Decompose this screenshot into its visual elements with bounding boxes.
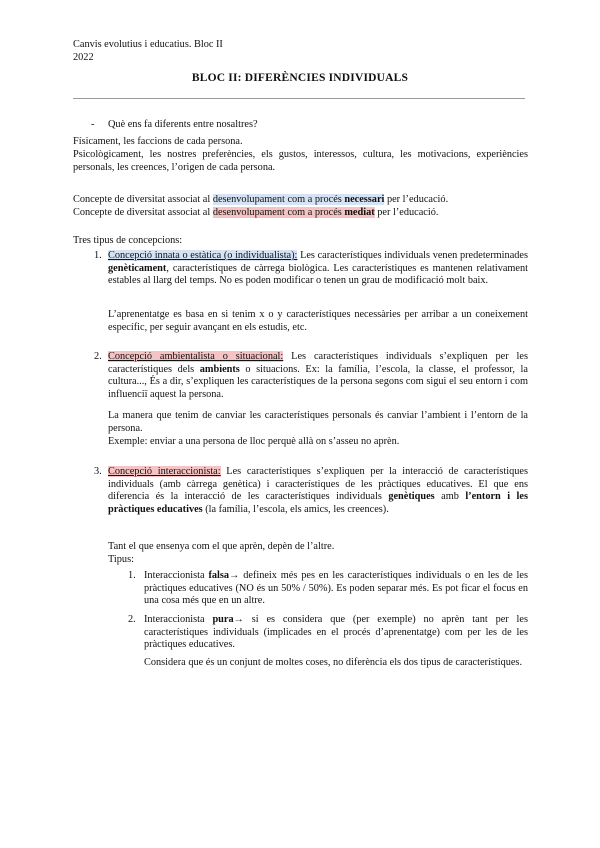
types-intro: Tres tipus de concepcions: xyxy=(73,235,183,246)
header-year: 2022 xyxy=(73,51,94,63)
concept2-label: Concepció ambientalista o situacional: xyxy=(108,351,284,362)
intro-physical: Físicament, les faccions de cada persona. xyxy=(73,136,243,147)
subtype2-paragraph: Interaccionista pura→ si es considera que (per exemple) no aprèn tant per les característiques individuals (implicades en el procés d’aprenentatge) com per les de les pràctiques educatives. xyxy=(144,614,528,651)
concept2-example: Exemple: enviar a una persona de lloc perquè allà on s’asseu no aprèn. xyxy=(108,436,400,447)
question-bullet: - xyxy=(91,119,95,130)
header-course: Canvis evolutius i educatius. Bloc II xyxy=(73,39,223,50)
concept1-number: 1. xyxy=(94,250,102,261)
diversity-mediated: Concepte de diversitat associat al desenvolupament com a procés mediat per l’educació. xyxy=(73,207,439,218)
concept3-label: Concepció interaccionista: xyxy=(108,466,221,477)
concept1-learning: L’aprenentatge es basa en si tenim x o y característiques necessàries per arribar a un coneixement específic, per seguir avançant en els estudis, etc. xyxy=(108,309,528,333)
concept1-paragraph: Concepció innata o estàtica (o individualista): Les característiques individuals venen predeterminades genèticament, característiques de càrrega biològica. Les característiques es mantenen relativament estables al llarg del temps. No es poden modificar o tenen un grau de modificació molt baix. xyxy=(108,250,528,287)
intro-psychological: Psicològicament, les nostres preferències, els gustos, interessos, cultura, les motivacions, experiències personals, les creences, l’origen de cada persona. xyxy=(73,149,528,173)
subtype2-consideration: Considera que és un conjunt de moltes coses, no diferència els dos tipus de característiques. xyxy=(144,657,523,668)
subtype1-paragraph: Interaccionista falsa→ defineix més pes en les característiques individuals o en les de les pràctiques educatives (NO és un 50% / 50%). Es poden separar més. Es pot ficar el focus en una cosa més que en un altre. xyxy=(144,570,528,607)
page-header xyxy=(73,39,223,64)
page-title: BLOC II: DIFERÈNCIES INDIVIDUALS xyxy=(191,72,409,84)
title-divider xyxy=(73,98,525,99)
concept3-mutual: Tant el que ensenya com el que aprèn, depèn de l’altre. xyxy=(108,541,335,552)
concept3-types-label: Tipus: xyxy=(108,554,134,565)
subtype1-number: 1. xyxy=(128,570,136,581)
diversity-necessary: Concepte de diversitat associat al desenvolupament com a procés necessari per l’educació. xyxy=(73,194,449,205)
highlight-mediated: desenvolupament com a procés mediat xyxy=(212,207,375,218)
concept2-number: 2. xyxy=(94,351,102,362)
concept1-label: Concepció innata o estàtica (o individualista): xyxy=(108,250,298,261)
concept2-paragraph: Concepció ambientalista o situacional: Les característiques individuals s’expliquen per les característiques dels ambients o situacions. Ex: la família, l’escola, la classe, el professor, la cultura..., És a dir, s’expliquen les característiques de la persona segons com sigui el seu entorn i com influenciï aquest la persona. xyxy=(108,351,528,401)
subtype2-number: 2. xyxy=(128,614,136,625)
concept2-change: La manera que tenim de canviar les característiques personals és canviar l’ambient i l’entorn de la persona. xyxy=(108,410,528,434)
question-text: Què ens fa diferents entre nosaltres? xyxy=(108,119,258,130)
concept3-paragraph: Concepció interaccionista: Les característiques s’expliquen per la interacció de característiques individuals (amb càrrega genètica) i característiques de les pràctiques educatives. El que ens diferencia és la interacció de les característiques individuals genètiques amb l’entorn i les pràctiques educatives (la família, l’escola, els amics, les creences). xyxy=(108,466,528,516)
concept3-number: 3. xyxy=(94,466,102,477)
highlight-necessary: desenvolupament com a procés necessari xyxy=(212,194,385,205)
